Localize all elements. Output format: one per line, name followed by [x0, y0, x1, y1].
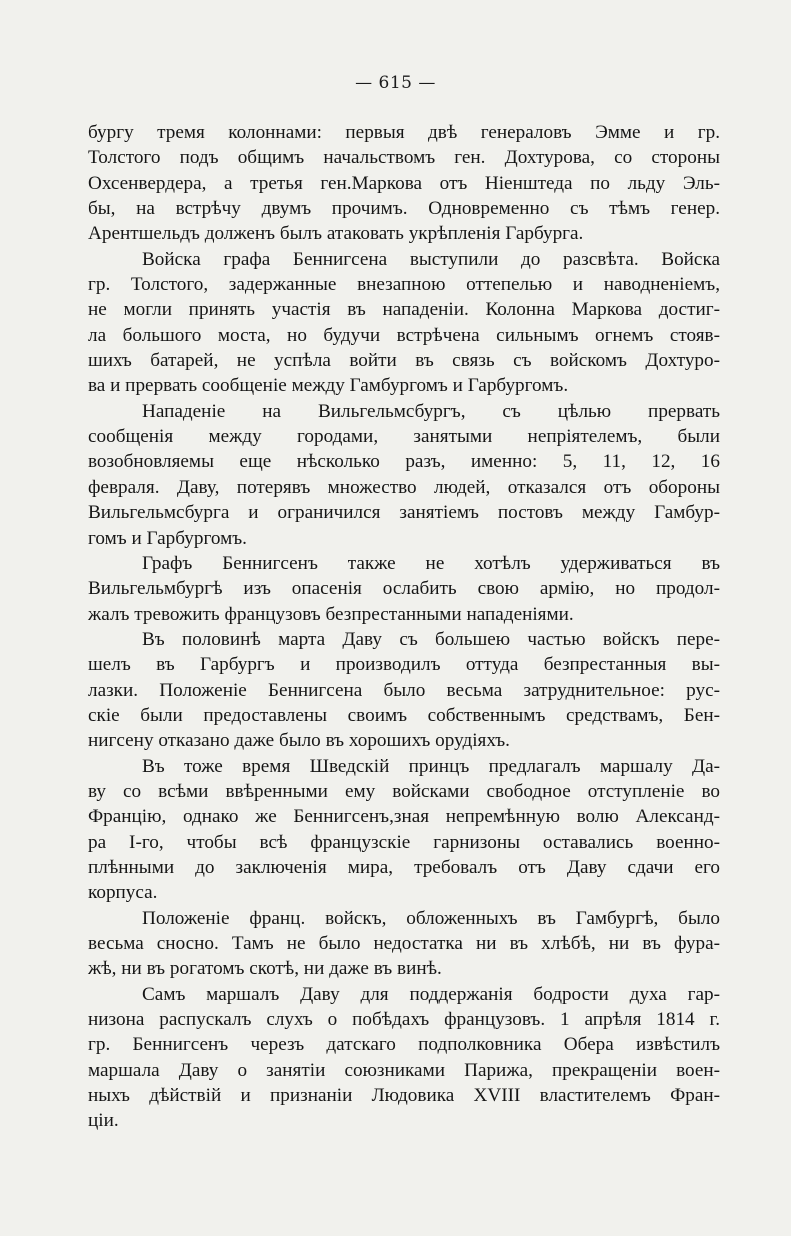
text-line: Арентшельдъ долженъ былъ атаковать укрѣпленія Гарбурга.: [88, 223, 584, 245]
text-line: не могли принять участія въ нападеніи. Колонна Маркова достиг-: [88, 299, 720, 321]
text-line: гомъ и Гарбургомъ.: [88, 527, 247, 549]
text-line: скіе были предоставлены своимъ собственнымъ средствамъ, Бен-: [88, 704, 720, 726]
text-line: сообщенія между городами, занятыми непріятелемъ, были: [88, 426, 720, 448]
text-line: лазки. Положеніе Беннигсена было весьма затруднительное: рус-: [88, 679, 720, 701]
text-line: Положеніе франц. войскъ, обложенныхъ въ Гамбургѣ, было: [142, 907, 720, 929]
text-line: февраля. Даву, потерявъ множество людей, отказался отъ обороны: [88, 476, 720, 498]
text-line: Графъ Беннигсенъ также не хотѣлъ удерживаться въ: [142, 552, 720, 574]
text-line: нигсену отказано даже было въ хорошихъ орудіяхъ.: [88, 730, 510, 752]
text-line: маршала Даву о занятіи союзниками Парижа, прекращеніи воен-: [88, 1059, 720, 1081]
text-line: Въ половинѣ марта Даву съ большею частью войскъ пере-: [142, 628, 720, 650]
text-line: корпуса.: [88, 882, 158, 904]
text-line: гр. Толстого, задержанные внезапною оттепелью и наводненіемъ,: [88, 274, 720, 296]
text-line: ву со всѣми ввѣренными ему войсками свободное отступленіе во: [88, 780, 720, 802]
text-line: шелъ въ Гарбургъ и производилъ оттуда безпрестанныя вы-: [88, 654, 720, 676]
text-line: Въ тоже время Шведскій принцъ предлагалъ маршалу Да-: [142, 755, 720, 777]
text-line: гр. Беннигсенъ черезъ датскаго подполковника Обера извѣстилъ: [88, 1034, 720, 1056]
text-line: шихъ батарей, не успѣла войти въ связь съ войскомъ Дохтуро-: [88, 350, 720, 372]
text-line: низона распускалъ слухъ о побѣдахъ французовъ. 1 апрѣля 1814 г.: [88, 1009, 720, 1031]
text-line: бы, на встрѣчу двумъ прочимъ. Одновременно съ тѣмъ генер.: [88, 198, 720, 220]
text-line: Вильгельмбургѣ изъ опасенія ослабить свою армію, но продол-: [88, 578, 720, 600]
text-line: Нападеніе на Вильгельмсбургъ, съ цѣлью прервать: [142, 400, 720, 422]
text-line: жѣ, ни въ рогатомъ скотѣ, ни даже въ винѣ.: [88, 958, 442, 980]
text-line: жалъ тревожить французовъ безпрестанными нападеніями.: [88, 603, 574, 625]
text-line: Охсенвердера, а третья ген.Маркова отъ Ніенштеда по льду Эль-: [88, 172, 720, 194]
text-line: бургу тремя колоннами: первыя двѣ генераловъ Эмме и гр.: [88, 122, 720, 143]
text-line: ра I-го, чтобы всѣ французскіе гарнизоны оставались военно-: [88, 831, 720, 853]
text-line: Толстого подъ общимъ начальствомъ ген. Дохтурова, со стороны: [88, 147, 720, 169]
text-line: ла большого моста, но будучи встрѣчена сильнымъ огнемъ стояв-: [88, 324, 720, 346]
text-line: плѣнными до заключенія мира, требовалъ отъ Даву сдачи его: [88, 856, 720, 878]
text-line: весьма сносно. Тамъ не было недостатка ни въ хлѣбѣ, ни въ фура-: [88, 933, 720, 954]
text-line: Войска графа Беннигсена выступили до разсвѣта. Войска: [142, 248, 720, 270]
text-line: ва и прервать сообщеніе между Гамбургомъ и Гарбургомъ.: [88, 375, 569, 397]
text-line: ныхъ дѣйствій и признаніи Людовика XVIII властителемъ Фран-: [88, 1085, 720, 1107]
body-text: [88, 120, 720, 1134]
page-number: — 615 —: [355, 73, 436, 93]
text-line: ціи.: [88, 1110, 119, 1132]
text-line: Францію, однако же Беннигсенъ,зная непремѣнную волю Александ-: [88, 806, 720, 828]
text-line: Вильгельмсбурга и ограничился занятіемъ постовъ между Гамбур-: [88, 502, 720, 524]
text-line: возобновляемы еще нѣсколько разъ, именно: 5, 11, 12, 16: [88, 451, 720, 473]
text-line: Самъ маршалъ Даву для поддержанія бодрости духа гар-: [142, 983, 720, 1005]
